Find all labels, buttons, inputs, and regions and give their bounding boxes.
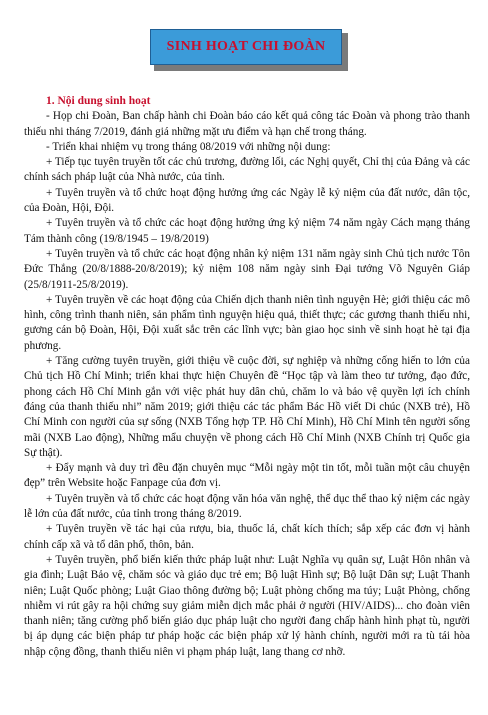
paragraph-good-news: + Đẩy mạnh và duy trì đều đặn chuyên mục “Mỗi ngày một tin tốt, mỗi tuần một câu chuyện đẹp” trên Website hoặc Fanpage của đơn vị.	[24, 462, 470, 490]
paragraph-law: + Tuyên truyền, phổ biến kiến thức pháp luật như: Luật Nghĩa vụ quân sự, Luật Hôn nhân và gia đình; Luật Bảo vệ, chăm sóc và giáo dục trẻ em; Bộ luật Hình sự; Bộ luật Dân sự; Luật Thanh niên; Luật Quốc phòng; Luật Giao thông đường bộ; Luật phòng chống ma túy; Luật Phòng, chống nhiễm vi rút gây ra hội chứng suy giảm miễn dịch mắc phải ở người (HIV/AIDS)... cho đoàn viên thanh niên; tăng cường phổ biến giáo dục pháp luật cho người đang chấp hành hình phạt tù, người bị áp dụng các biện pháp tư pháp hoặc các biện pháp xử lý hành chính, người mới ra tù tái hòa nhập cộng đồng, thanh thiếu niên vi phạm pháp luật, lang thang cơ nhỡ.	[24, 553, 470, 658]
paragraph-anniversaries: + Tuyên truyền và tổ chức các hoạt động nhân kỷ niệm 131 năm ngày sinh Chủ tịch nước Tôn Đức Thắng (20/8/1888-20/8/2019); kỷ niệm 108 năm ngày sinh Đại tướng Võ Nguyên Giáp (25/8/1911-25/8/2019).	[24, 247, 470, 291]
paragraph-harmful-substances: + Tuyên truyền về tác hại của rượu, bia, thuốc lá, chất kích thích; sắp xếp các đơn vị hành chính cấp xã và tổ dân phố, thôn, bản.	[24, 523, 470, 551]
paragraph-report: - Họp chi Đoàn, Ban chấp hành chi Đoàn báo cáo kết quả công tác Đoàn và phong trào thanh thiếu nhi tháng 7/2019, đánh giá những mặt ưu điểm và hạn chế trong tháng.	[24, 110, 470, 138]
paragraph-holidays: + Tuyên truyền và tổ chức hoạt động hưởng ứng các Ngày lễ kỷ niệm của đất nước, dân tộc, của Đoàn, Hội, Đội.	[24, 186, 470, 215]
page-title: SINH HOẠT CHI ĐOÀN	[166, 39, 326, 54]
paragraph-revolution: + Tuyên truyền và tổ chức các hoạt động hưởng ứng kỷ niệm 74 năm ngày Cách mạng tháng Tám thành công (19/8/1945 – 19/8/2019)	[24, 217, 470, 245]
document-body	[24, 94, 470, 660]
paragraph-volunteer: + Tuyên truyền về các hoạt động của Chiến dịch thanh niên tình nguyện Hè; giới thiệu các mô hình, công trình thanh niên, sản phẩm tình nguyện hiệu quả, thiết thực; các gương thanh thiếu nhi, gương cán bộ Đoàn, Hội, Đội xuất sắc trên các lĩnh vực; bàn giao học sinh về sinh hoạt hè tại địa phương.	[24, 293, 470, 352]
banner-box	[150, 29, 342, 65]
paragraph-policy: + Tiếp tục tuyên truyền tốt các chủ trương, đường lối, các Nghị quyết, Chỉ thị của Đảng và các chính sách pháp luật của Nhà nước, của tỉnh.	[24, 156, 470, 184]
paragraph-culture-sports: + Tuyên truyền và tổ chức các hoạt động văn hóa văn nghệ, thể dục thể thao kỷ niệm các ngày lễ lớn của đất nước, của tỉnh trong tháng 8/2019.	[24, 492, 470, 521]
section-heading: 1. Nội dung sinh hoạt	[46, 95, 151, 107]
paragraph-ho-chi-minh: + Tăng cường tuyên truyền, giới thiệu về cuộc đời, sự nghiệp và những cống hiến to lớn của Chủ tịch Hồ Chí Minh; triển khai thực hiện Chuyên đề “Học tập và làm theo tư tưởng, đạo đức, phong cách Hồ Chí Minh gắn với việc phát huy dân chủ, chăm lo và bảo vệ quyền lợi ích chính đáng của thanh thiếu nhi” năm 2019; giới thiệu các tác phẩm Bác Hồ viết Di chúc (NXB trẻ), Hồ Chí Minh con người của sự sống (NXB Tổng hợp TP. Hồ Chí Minh), Hồ Chí Minh tên người sống mãi (NXB Lao động), Những mẩu chuyện về phong cách Hồ Chí Minh (NXB Chính trị Quốc gia Sự thật).	[24, 355, 470, 459]
title-banner	[150, 29, 346, 69]
paragraph-tasks-intro: - Triển khai nhiệm vụ trong tháng 08/2019 với những nội dung:	[46, 140, 331, 153]
